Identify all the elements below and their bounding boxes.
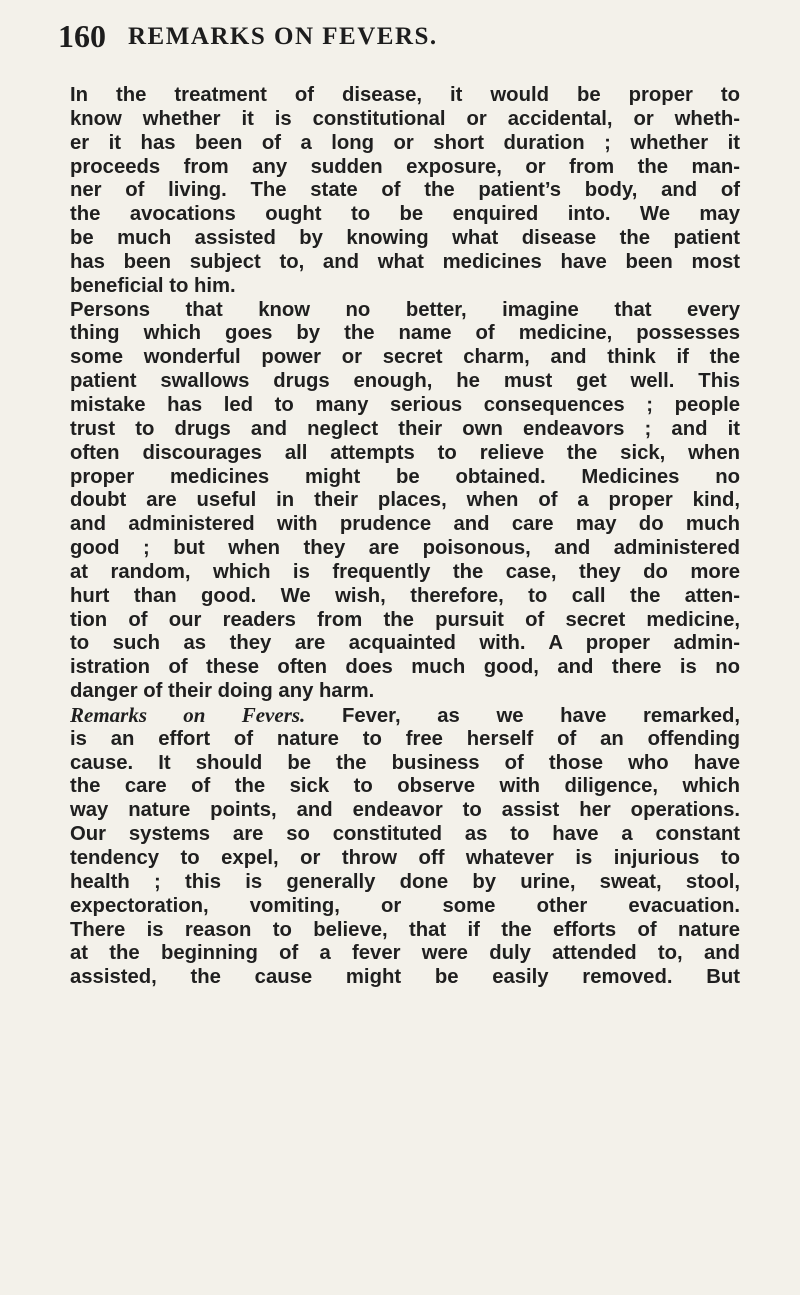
running-head: REMARKS ON FEVERS.: [128, 23, 438, 50]
text-line: tendency to expel, or throw off whatever is injurious to: [70, 847, 740, 869]
text-line: good ; but when they are poisonous, and administered: [70, 537, 740, 560]
text-line: at the beginning of a fever were duly attended to, and: [70, 942, 740, 965]
text-line: at random, which is frequently the case, they do more: [70, 560, 740, 583]
text-line: istration of these often does much good, and there is no: [70, 656, 740, 679]
text-line: There is reason to believe, that if the efforts of nature: [70, 918, 740, 941]
text-line: expectoration, vomiting, or some other evacuation.: [70, 894, 740, 917]
text-line: way nature points, and endeavor to assist her operations.: [70, 799, 740, 822]
text-line: some wonderful power or secret charm, and think if the: [70, 346, 740, 369]
text-line: er it has been of a long or short duration ; whether it: [70, 131, 740, 154]
text-line: be much assisted by knowing what disease the patient: [70, 227, 740, 250]
text-line: proper medicines might be obtained. Medicines no: [70, 465, 740, 488]
text-line: and administered with prudence and care may do much: [70, 513, 740, 536]
text-line: hurt than good. We wish, therefore, to call the atten-: [70, 584, 740, 607]
text-line: thing which goes by the name of medicine, possesses: [70, 322, 740, 345]
text-line: proceeds from any sudden exposure, or from the man-: [70, 155, 740, 178]
text-line: health ; this is generally done by urine, sweat, stool,: [70, 870, 740, 893]
text-line: patient swallows drugs enough, he must get well. This: [70, 370, 740, 393]
section-heading: Remarks on Fevers.: [70, 702, 306, 727]
text-line: to such as they are acquainted with. A proper admin-: [70, 632, 740, 655]
text-line: often discourages all attempts to relieve the sick, when: [70, 441, 740, 464]
paragraph-1: [70, 84, 740, 299]
text-line: assisted, the cause might be easily removed. But: [70, 966, 740, 989]
text-line: tion of our readers from the pursuit of secret medicine,: [70, 608, 740, 631]
text-line: trust to drugs and neglect their own endeavors ; and it: [70, 417, 740, 440]
text-line: the care of the sick to observe with diligence, which: [70, 775, 740, 798]
text-line: know whether it is constitutional or accidental, or wheth-: [70, 107, 740, 130]
text-line: mistake has led to many serious consequences ; people: [70, 393, 740, 416]
heading-line-rest: Fever, as we have remarked,: [305, 704, 740, 727]
text-line-with-heading: [70, 704, 740, 728]
text-line: has been subject to, and what medicines have been most: [70, 250, 740, 273]
text-line: danger of their doing any harm.: [70, 680, 375, 703]
page-number: 160: [58, 18, 106, 54]
paragraph-2: [70, 299, 740, 704]
text-line: beneficial to him.: [70, 274, 236, 297]
text-line: cause. It should be the business of those who have: [70, 751, 740, 774]
text-line: Our systems are so constituted as to have a constant: [70, 823, 740, 846]
text-line: is an effort of nature to free herself of an offending: [70, 727, 740, 750]
text-line: doubt are useful in their places, when of a proper kind,: [70, 489, 740, 512]
paragraph-3: [70, 704, 740, 990]
text-line: the avocations ought to be enquired into. We may: [70, 203, 740, 226]
body-text: [70, 84, 740, 990]
text-line: ner of living. The state of the patient’s body, and of: [70, 179, 740, 202]
text-line: In the treatment of disease, it would be proper to: [70, 84, 740, 106]
text-line: Persons that know no better, imagine that every: [70, 298, 740, 321]
page-header: [58, 16, 758, 60]
